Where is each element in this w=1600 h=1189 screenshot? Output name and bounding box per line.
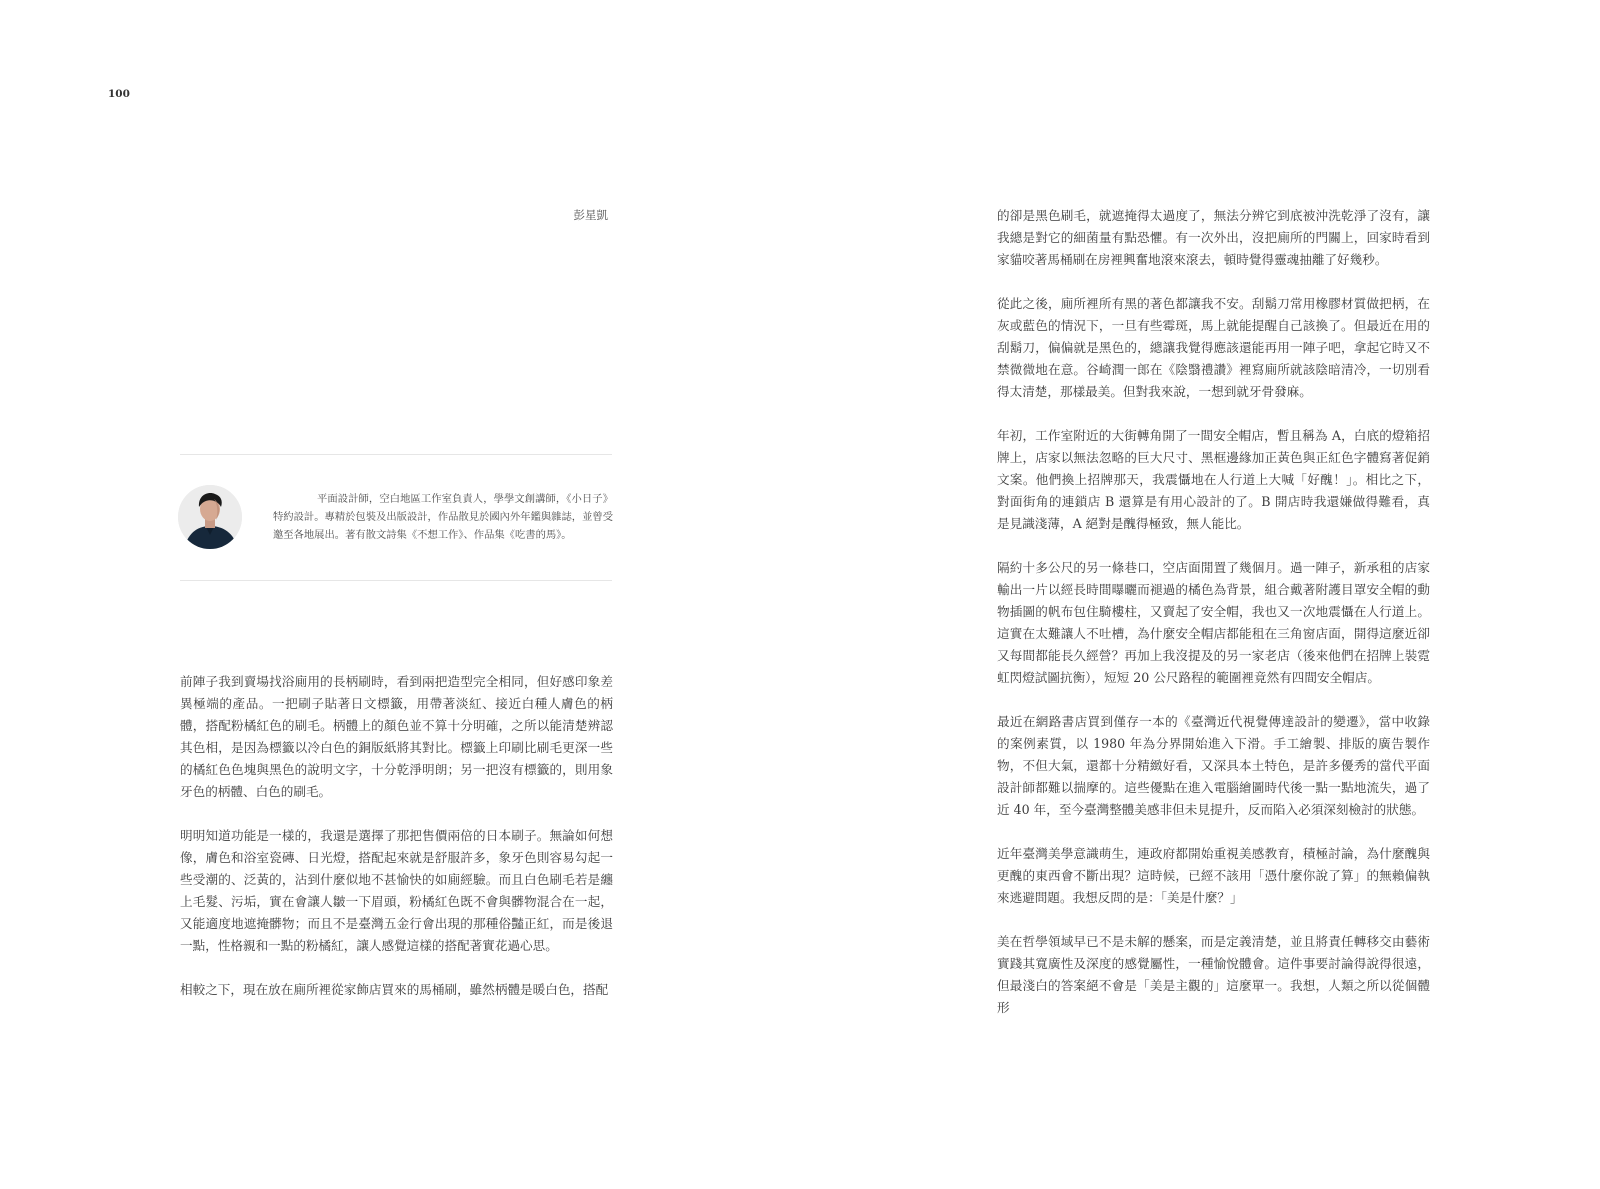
right-column (997, 205, 1430, 1041)
paragraph: 從此之後，廁所裡所有黑的著色都讓我不安。刮鬍刀常用橡膠材質做把柄，在灰或藍色的情況下，一旦有些霉斑，馬上就能提醒自己該換了。但最近在用的刮鬍刀，偏偏就是黑色的，總讓我覺得應該還能再用一陣子吧，拿起它時又不禁微微地在意。谷崎潤一郎在《陰翳禮讚》裡寫廁所就該陰暗清冷，一切別看得太清楚，那樣最美。但對我來說，一想到就牙骨發麻。 (997, 296, 1430, 399)
paragraph: 的卻是黑色刷毛，就遮掩得太過度了，無法分辨它到底被沖洗乾淨了沒有，讓我總是對它的細菌量有點恐懼。有一次外出，沒把廁所的門關上，回家時看到家貓咬著馬桶刷在房裡興奮地滾來滾去，頓時覺得靈魂抽離了好幾秒。 (997, 208, 1430, 267)
paragraph: 近年臺灣美學意識萌生，連政府都開始重視美感教育，積極討論，為什麼醜與更醜的東西會不斷出現？這時候，已經不該用「憑什麼你說了算」的無賴偏執來逃避問題。我想反問的是：「美是什麼？」 (997, 846, 1430, 905)
paragraph: 年初，工作室附近的大街轉角開了一間安全帽店，暫且稱為 A，白底的燈箱招牌上，店家以無法忽略的巨大尺寸、黑框邊緣加正黃色與正紅色字體寫著促銷文案。他們換上招牌那天，我震懾地在人行道上大喊「好醜！」。相比之下，對面街角的連鎖店 B 還算是有用心設計的了。B 開店時我還嫌做得難看，真是見識淺薄，A 絕對是醜得極致，無人能比。 (997, 428, 1430, 531)
divider-bottom (180, 580, 612, 581)
paragraph: 隔約十多公尺的另一條巷口，空店面閒置了幾個月。過一陣子，新承租的店家輸出一片以經長時間曝曬而褪過的橘色為背景，組合戴著附護目罩安全帽的動物插圖的帆布包住騎樓柱，又賣起了安全帽，我也又一次地震懾在人行道上。這實在太難讓人不吐槽，為什麼安全帽店都能租在三角窗店面，開得這麼近卻又每間都能長久經營？再加上我沒提及的另一家老店（後來他們在招牌上裝霓虹閃燈試圖抗衡），短短 20 公尺路程的範圍裡竟然有四間安全帽店。 (997, 560, 1430, 685)
paragraph: 明明知道功能是一樣的，我還是選擇了那把售價兩倍的日本刷子。無論如何想像，膚色和浴室瓷磚、日光燈，搭配起來就是舒服許多，象牙色則容易勾起一些受潮的、泛黃的，沾到什麼似地不甚愉快的如廁經驗。而且白色刷毛若是纏上毛髮、污垢，實在會讓人皺一下眉頭，粉橘紅色既不會與髒物混合在一起，又能適度地遮掩髒物；而且不是臺灣五金行會出現的那種俗豔正紅，而是後退一點，性格親和一點的粉橘紅，讓人感覺這樣的搭配著實花過心思。 (180, 828, 613, 953)
paragraph: 最近在網路書店買到僅存一本的《臺灣近代視覺傳達設計的變遷》，當中收錄的案例素質，以 1980 年為分界開始進入下滑。手工繪製、排版的廣告製作物，不但大氣，還都十分精緻好看，又深具本土特色，是許多優秀的當代平面設計師都難以揣摩的。這些優點在進入電腦繪圖時代後一點一點地流失，過了近 40 年，至今臺灣整體美感非但未見提升，反而陷入必須深刻檢討的狀態。 (997, 714, 1430, 817)
author-name: 彭星凱 (573, 208, 608, 222)
divider-top (180, 454, 612, 455)
author-bio: 平面設計師，空白地區工作室負責人，學學文創講師，《小日子》特約設計。專精於包裝及出版設計，作品散見於國內外年鑑與雜誌，並曾受邀至各地展出。著有散文詩集《不想工作》、作品集《吃書的馬》。 (273, 493, 613, 541)
page-number: 100 (108, 88, 130, 100)
left-column (180, 671, 613, 1023)
paragraph: 美在哲學領域早已不是未解的懸案，而是定義清楚，並且將責任轉移交由藝術實踐其寬廣性及深度的感覺屬性，一種愉悅體會。這件事要討論得說得很遠，但最淺白的答案絕不會是「美是主觀的」這麼單一。我想，人類之所以從個體形 (997, 934, 1430, 1015)
author-avatar (178, 485, 242, 549)
paragraph: 相較之下，現在放在廁所裡從家飾店買來的馬桶刷，雖然柄體是暖白色，搭配 (180, 982, 609, 997)
paragraph: 前陣子我到賣場找浴廁用的長柄刷時，看到兩把造型完全相同，但好感印象差異極端的產品。一把刷子貼著日文標籤，用帶著淡紅、接近白種人膚色的柄體，搭配粉橘紅色的刷毛。柄體上的顏色並不算十分明確，之所以能清楚辨認其色相，是因為標籤以冷白色的銅版紙將其對比。標籤上印刷比刷毛更深一些的橘紅色色塊與黑色的說明文字，十分乾淨明朗；另一把沒有標籤的，則用象牙色的柄體、白色的刷毛。 (180, 674, 613, 799)
